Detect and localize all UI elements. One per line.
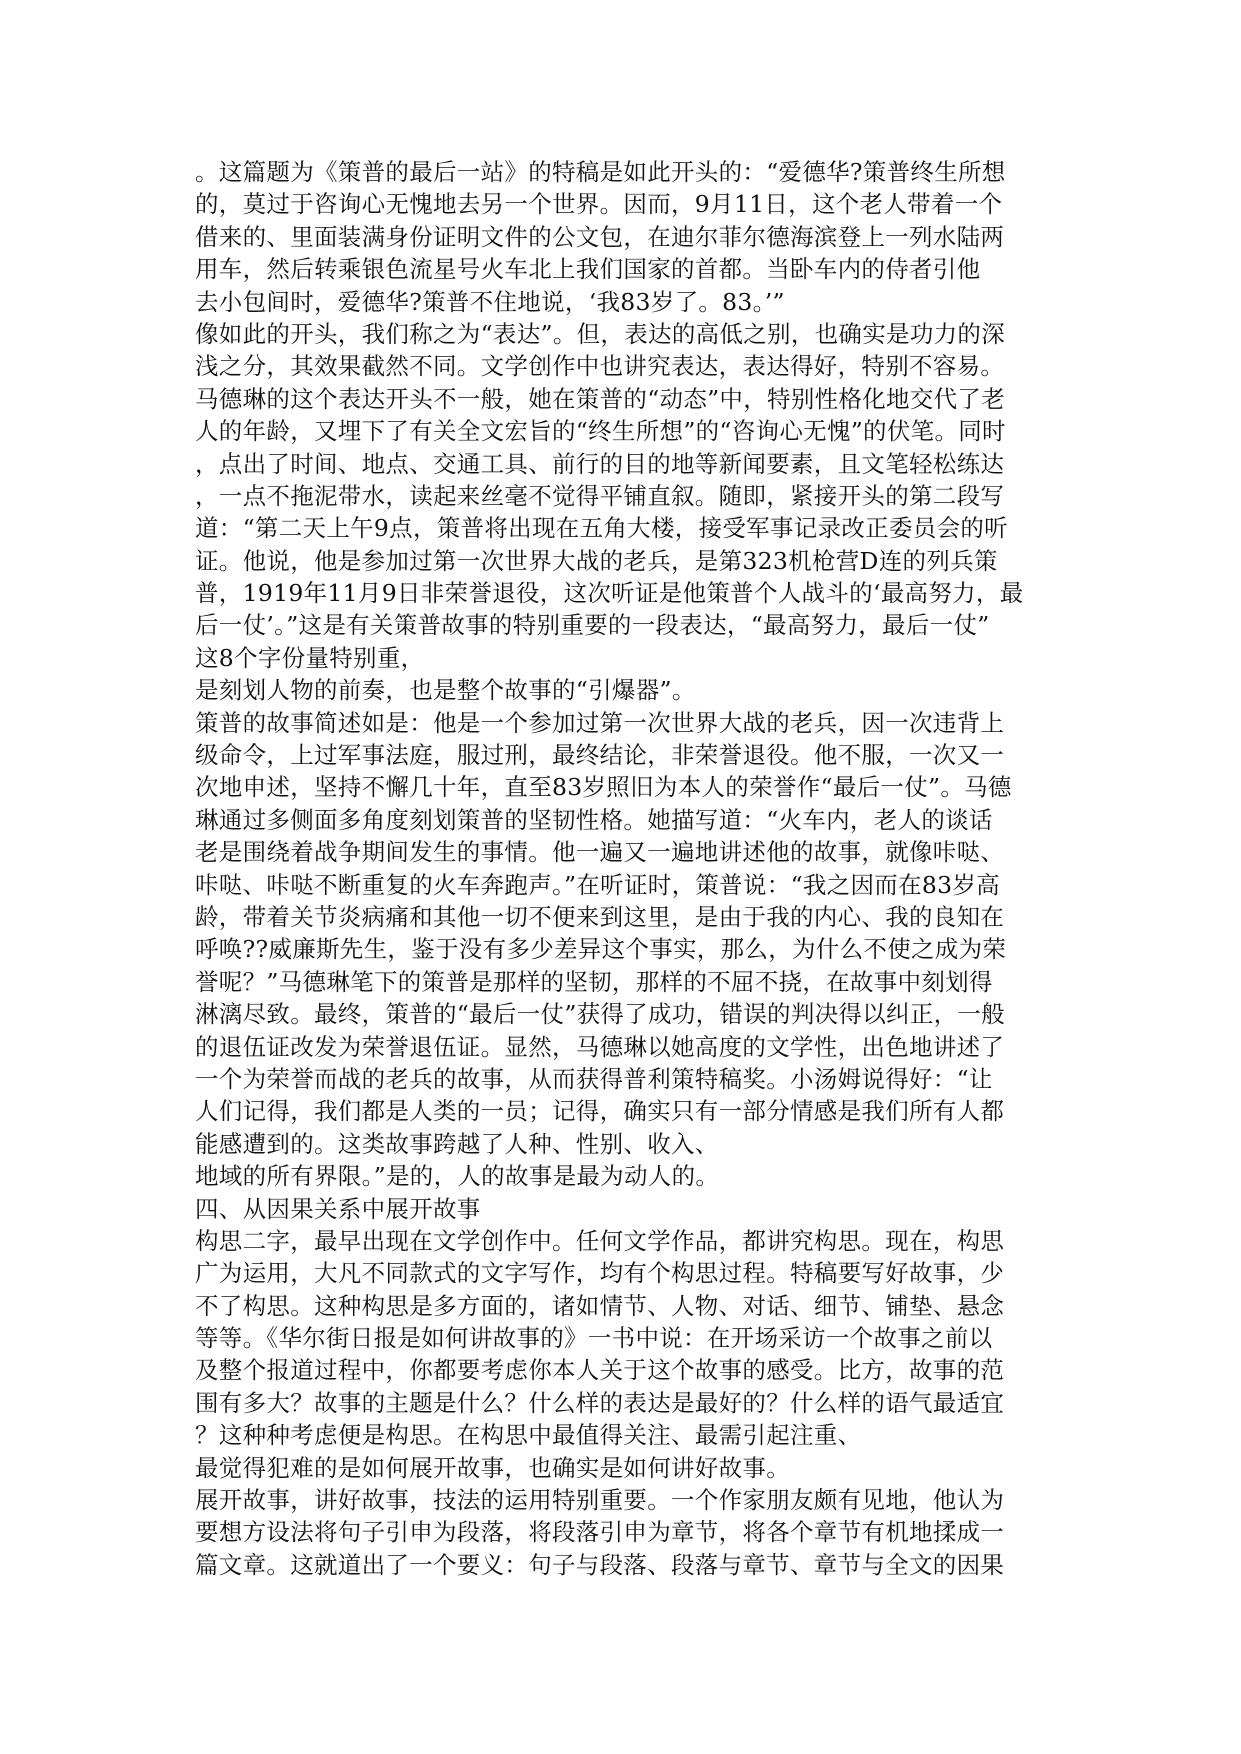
- text-line: 等等。《华尔街日报是如何讲故事的》一书中说：在开场采访一个故事之前以: [195, 1324, 993, 1353]
- text-line: 龄，带着关节炎病痛和其他一切不便来到这里，是由于我的内心、我的良知在: [195, 902, 1005, 931]
- text-line: 不了构思。这种构思是多方面的，诸如情节、人物、对话、细节、铺垫、悬念: [195, 1291, 1005, 1320]
- text-line: 用车，然后转乘银色流星号火车北上我们国家的首都。当卧车内的侍者引他: [195, 255, 981, 284]
- text-line: 誉呢？”马德琳笔下的策普是那样的坚韧，那样的不屈不挠，在故事中刻划得: [195, 967, 993, 996]
- text-line: ？这种种考虑便是构思。在构思中最值得关注、最需引起注重、: [195, 1421, 862, 1450]
- text-line: 围有多大？故事的主题是什么？什么样的表达是最好的？什么样的语气最适宜: [195, 1388, 1005, 1417]
- text-line: 级命令，上过军事法庭，服过刑，最终结论，非荣誉退役。他不服，一次又一: [195, 741, 1005, 770]
- text-line: 构思二字，最早出现在文学创作中。任何文学作品，都讲究构思。现在，构思: [195, 1226, 1005, 1255]
- text-line: 策普的故事简述如是：他是一个参加过第一次世界大战的老兵，因一次违背上: [195, 708, 1005, 737]
- text-line: ，一点不拖泥带水，读起来丝毫不觉得平铺直叙。随即，紧接开头的第二段写: [195, 481, 1005, 510]
- text-line: 证。他说，他是参加过第一次世界大战的老兵，是第323机枪营D连的列兵策: [195, 546, 998, 575]
- text-line: 借来的、里面装满身份证明文件的公文包，在迪尔菲尔德海滨登上一列水陆两: [195, 222, 1005, 251]
- text-line: 浅之分，其效果截然不同。文学创作中也讲究表达，表达得好，特别不容易。: [195, 352, 1005, 381]
- text-line: 的，莫过于咨询心无愧地去另一个世界。因而，9月11日，这个老人带着一个: [195, 190, 1003, 219]
- text-line: 呼唤??威廉斯先生，鉴于没有多少差异这个事实，那么，为什么不使之成为荣: [195, 935, 1007, 964]
- text-line: 是刻划人物的前奏，也是整个故事的“引爆器”。: [195, 676, 696, 705]
- text-line: 琳通过多侧面多角度刻划策普的坚韧性格。她描写道：“火车内，老人的谈话: [195, 805, 993, 834]
- text-line: 人们记得，我们都是人类的一员；记得，确实只有一部分情感是我们所有人都: [195, 1097, 1005, 1126]
- text-line: 普，1919年11月9日非荣誉退役，这次听证是他策普个人战斗的‘最高努力，最: [195, 579, 1024, 608]
- text-line: 去小包间时，爱德华?策普不住地说，‘我83岁了。83。’”: [195, 287, 785, 316]
- text-line: 人的年龄，又埋下了有关全文宏旨的“终生所想”的“咨询心无愧”的伏笔。同时: [195, 417, 1006, 446]
- text-line: 像如此的开头，我们称之为“表达”。但，表达的高低之别，也确实是功力的深: [195, 319, 1006, 348]
- text-line: 的退伍证改发为荣誉退伍证。显然，马德琳以她高度的文学性，出色地讲述了: [195, 1032, 1005, 1061]
- text-line: 一个为荣誉而战的老兵的故事，从而获得普利策特稿奖。小汤姆说得好：“让: [195, 1064, 993, 1093]
- text-line: 次地申述，坚持不懈几十年，直至83岁照旧为本人的荣誉作“最后一仗”。马德: [195, 773, 1012, 802]
- body-text: [195, 156, 1075, 1581]
- text-line: 。这篇题为《策普的最后一站》的特稿是如此开头的：“爱德华?策普终生所想: [195, 158, 1006, 186]
- text-line: 篇文章。这就道出了一个要义：句子与段落、段落与章节、章节与全文的因果: [195, 1550, 1005, 1579]
- text-line: 地域的所有界限。”是的，人的故事是最为动人的。: [195, 1162, 720, 1191]
- text-line: 咔哒、咔哒不断重复的火车奔跑声。”在听证时，策普说：“我之因而在83岁高: [195, 870, 1000, 899]
- text-line: 能感遭到的。这类故事跨越了人种、性别、收入、: [195, 1129, 719, 1158]
- text-line: 老是围绕着战争期间发生的事情。他一遍又一遍地讲述他的故事，就像咔哒、: [195, 838, 1005, 867]
- text-line: 及整个报道过程中，你都要考虑你本人关于这个故事的感受。比方，故事的范: [195, 1356, 1005, 1385]
- text-line: 后一仗’。”这是有关策普故事的特别重要的一段表达，“最高努力，最后一仗”: [195, 611, 990, 640]
- text-line: 最觉得犯难的是如何展开故事，也确实是如何讲好故事。: [195, 1453, 790, 1482]
- text-line: 马德琳的这个表达开头不一般，她在策普的“动态”中，特别性格化地交代了老: [195, 384, 1006, 413]
- text-line: 展开故事，讲好故事，技法的运用特别重要。一个作家朋友颇有见地，他认为: [195, 1486, 1005, 1515]
- text-line: ，点出了时间、地点、交通工具、前行的目的地等新闻要素，且文笔轻松练达: [195, 449, 1005, 478]
- text-line: 四、从因果关系中展开故事: [195, 1194, 481, 1223]
- text-line: 道：“第二天上午9点，策普将出现在五角大楼，接受军事记录改正委员会的听: [195, 514, 1008, 543]
- text-line: 这8个字份量特别重，: [195, 643, 425, 672]
- text-line: 广为运用，大凡不同款式的文字写作，均有个构思过程。特稿要写好故事，少: [195, 1259, 1005, 1288]
- text-line: 淋漓尽致。最终，策普的“最后一仗”获得了成功，错误的判决得以纠正，一般: [195, 1000, 1006, 1029]
- text-line: 要想方设法将句子引申为段落，将段落引申为章节，将各个章节有机地揉成一: [195, 1518, 1005, 1547]
